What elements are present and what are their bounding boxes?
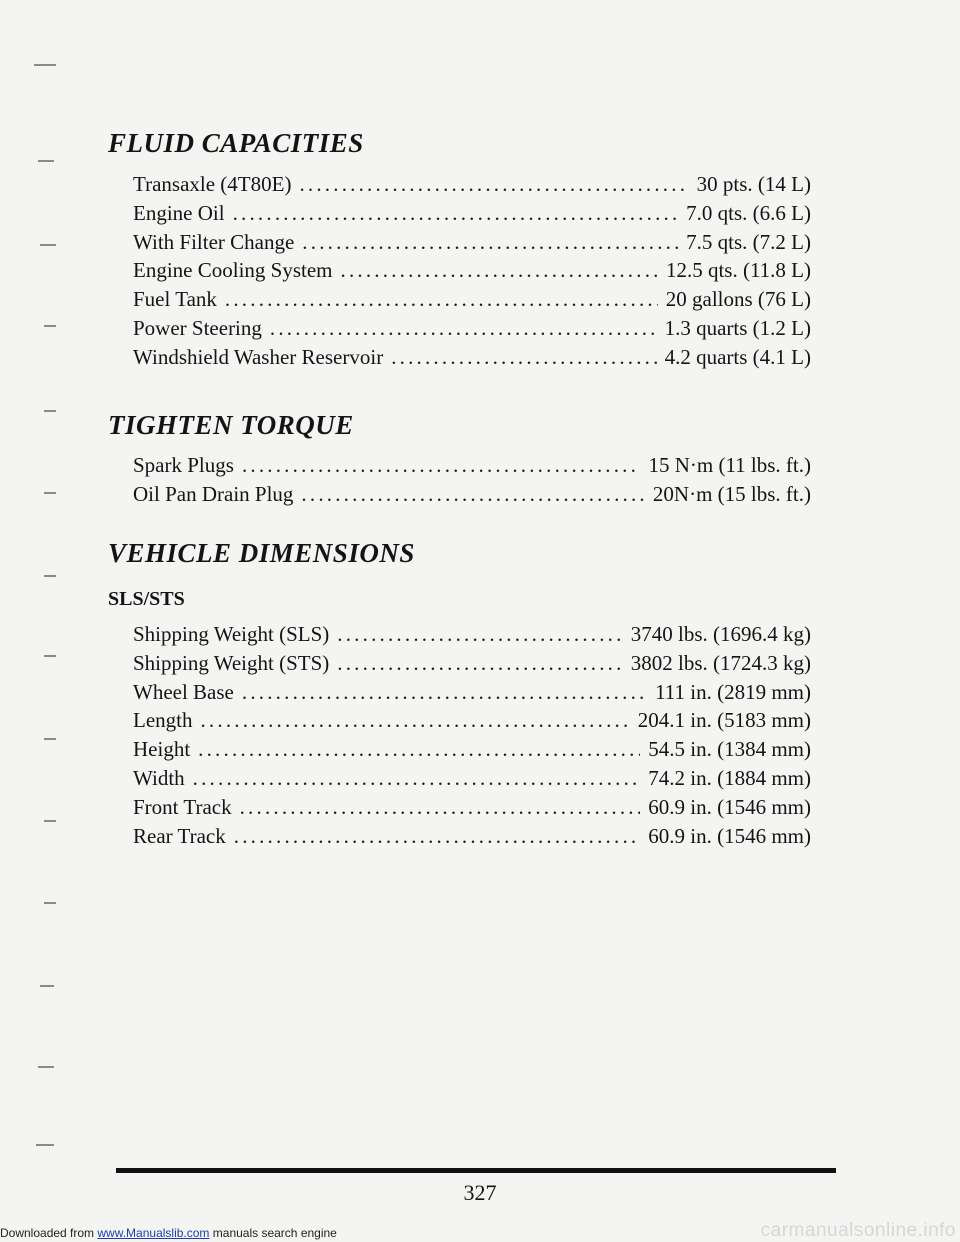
dot-leader xyxy=(242,453,641,478)
vehicle-dimensions-list xyxy=(133,622,811,852)
dot-leader xyxy=(302,230,678,255)
spec-row xyxy=(133,316,811,345)
spec-label: With Filter Change xyxy=(133,229,295,254)
spec-value: 3802 lbs. (1724.3 kg) xyxy=(630,650,811,675)
dot-leader xyxy=(341,258,658,283)
spec-row xyxy=(133,482,811,511)
spec-label: Height xyxy=(133,737,191,762)
dot-leader xyxy=(225,287,658,312)
spec-value: 30 pts. (14 L) xyxy=(696,172,811,196)
spec-label: Shipping Weight (STS) xyxy=(133,650,330,675)
spec-value: 4.2 quarts (4.1 L) xyxy=(664,344,811,369)
spec-value: 204.1 in. (5183 mm) xyxy=(637,708,811,733)
dot-leader xyxy=(233,201,679,226)
spec-label: Windshield Washer Reservoir xyxy=(133,344,384,369)
footer-rule xyxy=(116,1168,836,1173)
fluid-capacities-list xyxy=(133,172,811,374)
dot-leader xyxy=(242,680,647,705)
spec-row xyxy=(133,453,811,482)
spec-value: 20 gallons (76 L) xyxy=(665,287,811,312)
spec-label: Transaxle (4T80E) xyxy=(133,172,292,196)
spec-row xyxy=(133,230,811,259)
spec-label: Power Steering xyxy=(133,315,262,340)
spec-label: Engine Oil xyxy=(133,200,225,225)
spec-value: 3740 lbs. (1696.4 kg) xyxy=(630,622,811,646)
spec-value: 7.0 qts. (6.6 L) xyxy=(686,200,811,225)
dot-leader xyxy=(337,622,622,647)
spec-value: 74.2 in. (1884 mm) xyxy=(648,765,811,790)
spec-label: Fuel Tank xyxy=(133,287,217,312)
page-number: 327 xyxy=(463,1180,497,1205)
vehicle-dimensions-heading: VEHICLE DIMENSIONS xyxy=(108,538,415,568)
spec-label: Width xyxy=(133,765,185,790)
spec-label: Length xyxy=(133,708,193,733)
spec-row xyxy=(133,708,811,737)
spec-row xyxy=(133,766,811,795)
spec-value: 111 in. (2819 mm) xyxy=(655,679,811,704)
spec-label: Rear Track xyxy=(133,823,226,848)
spec-row xyxy=(133,287,811,316)
spec-label: Engine Cooling System xyxy=(133,258,333,283)
dot-leader xyxy=(391,345,656,370)
tighten-torque-list xyxy=(133,453,811,511)
dot-leader xyxy=(270,316,657,341)
spec-label: Shipping Weight (SLS) xyxy=(133,622,330,646)
spec-label: Wheel Base xyxy=(133,679,234,704)
spec-value: 20N·m (15 lbs. ft.) xyxy=(652,481,811,506)
spec-value: 15 N·m (11 lbs. ft.) xyxy=(648,453,811,477)
manualslib-link[interactable]: www.Manualslib.com xyxy=(97,1226,210,1240)
dot-leader xyxy=(301,482,645,507)
credit-prefix: Downloaded from xyxy=(0,1226,98,1240)
dot-leader xyxy=(299,172,688,197)
fluid-capacities-heading: FLUID CAPACITIES xyxy=(108,128,364,158)
spec-label: Spark Plugs xyxy=(133,453,234,477)
spec-value: 1.3 quarts (1.2 L) xyxy=(664,315,811,340)
spec-value: 12.5 qts. (11.8 L) xyxy=(665,258,811,283)
dot-leader xyxy=(200,708,629,733)
download-credit xyxy=(0,1226,337,1240)
spec-value: 60.9 in. (1546 mm) xyxy=(648,794,811,819)
model-subheading: SLS/STS xyxy=(108,588,185,610)
binding-margin-marks xyxy=(0,0,90,1242)
dot-leader xyxy=(234,824,641,849)
spec-row xyxy=(133,201,811,230)
dot-leader xyxy=(198,737,640,762)
dot-leader xyxy=(193,766,641,791)
spec-row xyxy=(133,172,811,201)
spec-label: Oil Pan Drain Plug xyxy=(133,481,294,506)
spec-row xyxy=(133,622,811,651)
tighten-torque-heading: TIGHTEN TORQUE xyxy=(108,410,354,440)
spec-value: 54.5 in. (1384 mm) xyxy=(648,737,811,762)
spec-row xyxy=(133,345,811,374)
spec-row xyxy=(133,824,811,853)
spec-value: 60.9 in. (1546 mm) xyxy=(648,823,811,848)
spec-row xyxy=(133,680,811,709)
spec-row xyxy=(133,651,811,680)
watermark-text: carmanualsonline.info xyxy=(760,1220,956,1241)
credit-suffix: manuals search engine xyxy=(209,1226,337,1240)
spec-value: 7.5 qts. (7.2 L) xyxy=(686,229,811,254)
dot-leader xyxy=(240,795,641,820)
spec-row xyxy=(133,258,811,287)
spec-row xyxy=(133,795,811,824)
spec-row xyxy=(133,737,811,766)
dot-leader xyxy=(337,651,622,676)
spec-label: Front Track xyxy=(133,794,232,819)
